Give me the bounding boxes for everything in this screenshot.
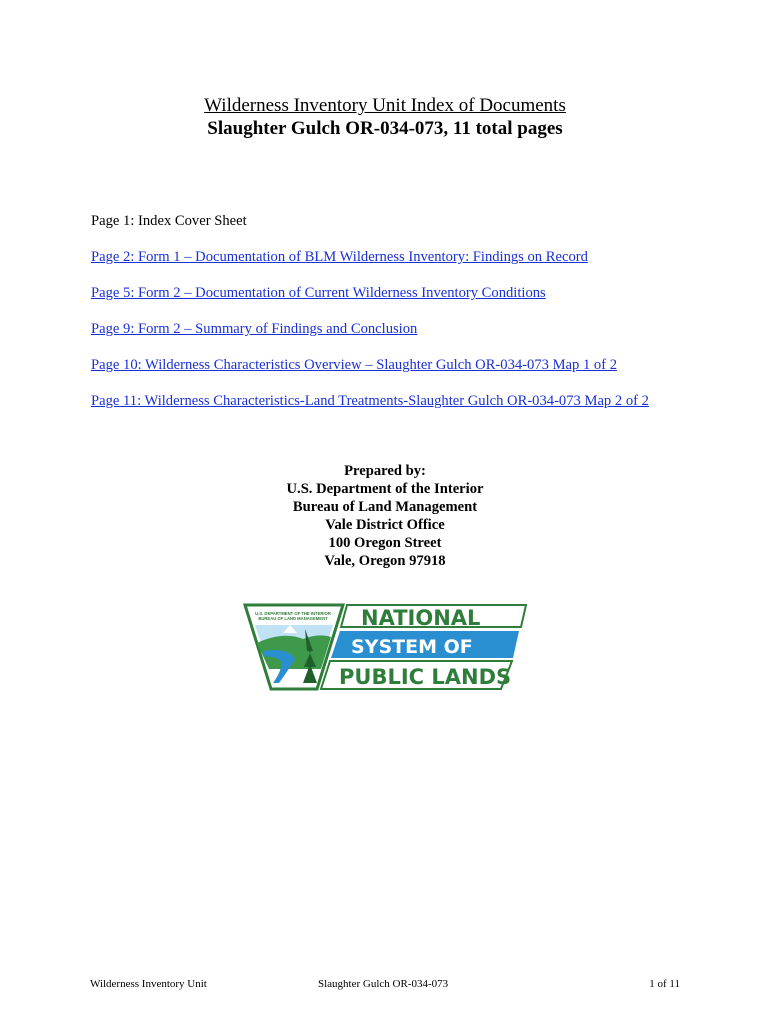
index-link-page-2[interactable]: Page 2: Form 1 – Documentation of BLM Wilderness Inventory: Findings on Record: [91, 249, 588, 265]
prepared-by-office: Vale District Office: [325, 517, 445, 533]
prepared-by-department: U.S. Department of the Interior: [286, 481, 484, 497]
svg-text:BUREAU OF LAND MANAGEMENT: BUREAU OF LAND MANAGEMENT: [258, 616, 328, 621]
svg-text:U.S. DEPARTMENT OF THE INTERIO: U.S. DEPARTMENT OF THE INTERIOR: [255, 611, 331, 616]
document-subtitle: Slaughter Gulch OR-034-073, 11 total pages: [207, 118, 563, 139]
index-link-page-11[interactable]: Page 11: Wilderness Characteristics-Land Treatments-Slaughter Gulch OR-034-073 Map 2 of 2: [91, 393, 649, 409]
document-title: Wilderness Inventory Unit Index of Documents: [204, 95, 566, 116]
index-list: [91, 212, 731, 428]
document-title-block: [0, 95, 770, 141]
index-link-page-10[interactable]: Page 10: Wilderness Characteristics Overview – Slaughter Gulch OR-034-073 Map 1 of 2: [91, 357, 618, 373]
prepared-by-bureau: Bureau of Land Management: [292, 499, 478, 515]
index-item-page-1: Page 1: Index Cover Sheet: [91, 213, 247, 229]
prepared-by-street: 100 Oregon Street: [328, 535, 442, 551]
national-system-of-public-lands-logo: [243, 603, 528, 691]
svg-text:NATIONAL: NATIONAL: [361, 606, 481, 630]
footer-unit-label: Wilderness Inventory Unit: [90, 978, 207, 990]
index-link-page-9[interactable]: Page 9: Form 2 – Summary of Findings and Conclusion: [91, 321, 418, 337]
prepared-by-city: Vale, Oregon 97918: [324, 553, 446, 569]
svg-text:PUBLIC LANDS: PUBLIC LANDS: [339, 665, 512, 689]
footer-page-number: 1 of 11: [649, 978, 680, 990]
index-link-page-5[interactable]: Page 5: Form 2 – Documentation of Current Wilderness Inventory Conditions: [91, 285, 546, 301]
svg-text:SYSTEM OF: SYSTEM OF: [351, 636, 473, 658]
footer-unit-name: Slaughter Gulch OR-034-073: [318, 978, 449, 990]
prepared-by-heading: Prepared by:: [344, 463, 426, 479]
prepared-by-block: [0, 462, 770, 570]
